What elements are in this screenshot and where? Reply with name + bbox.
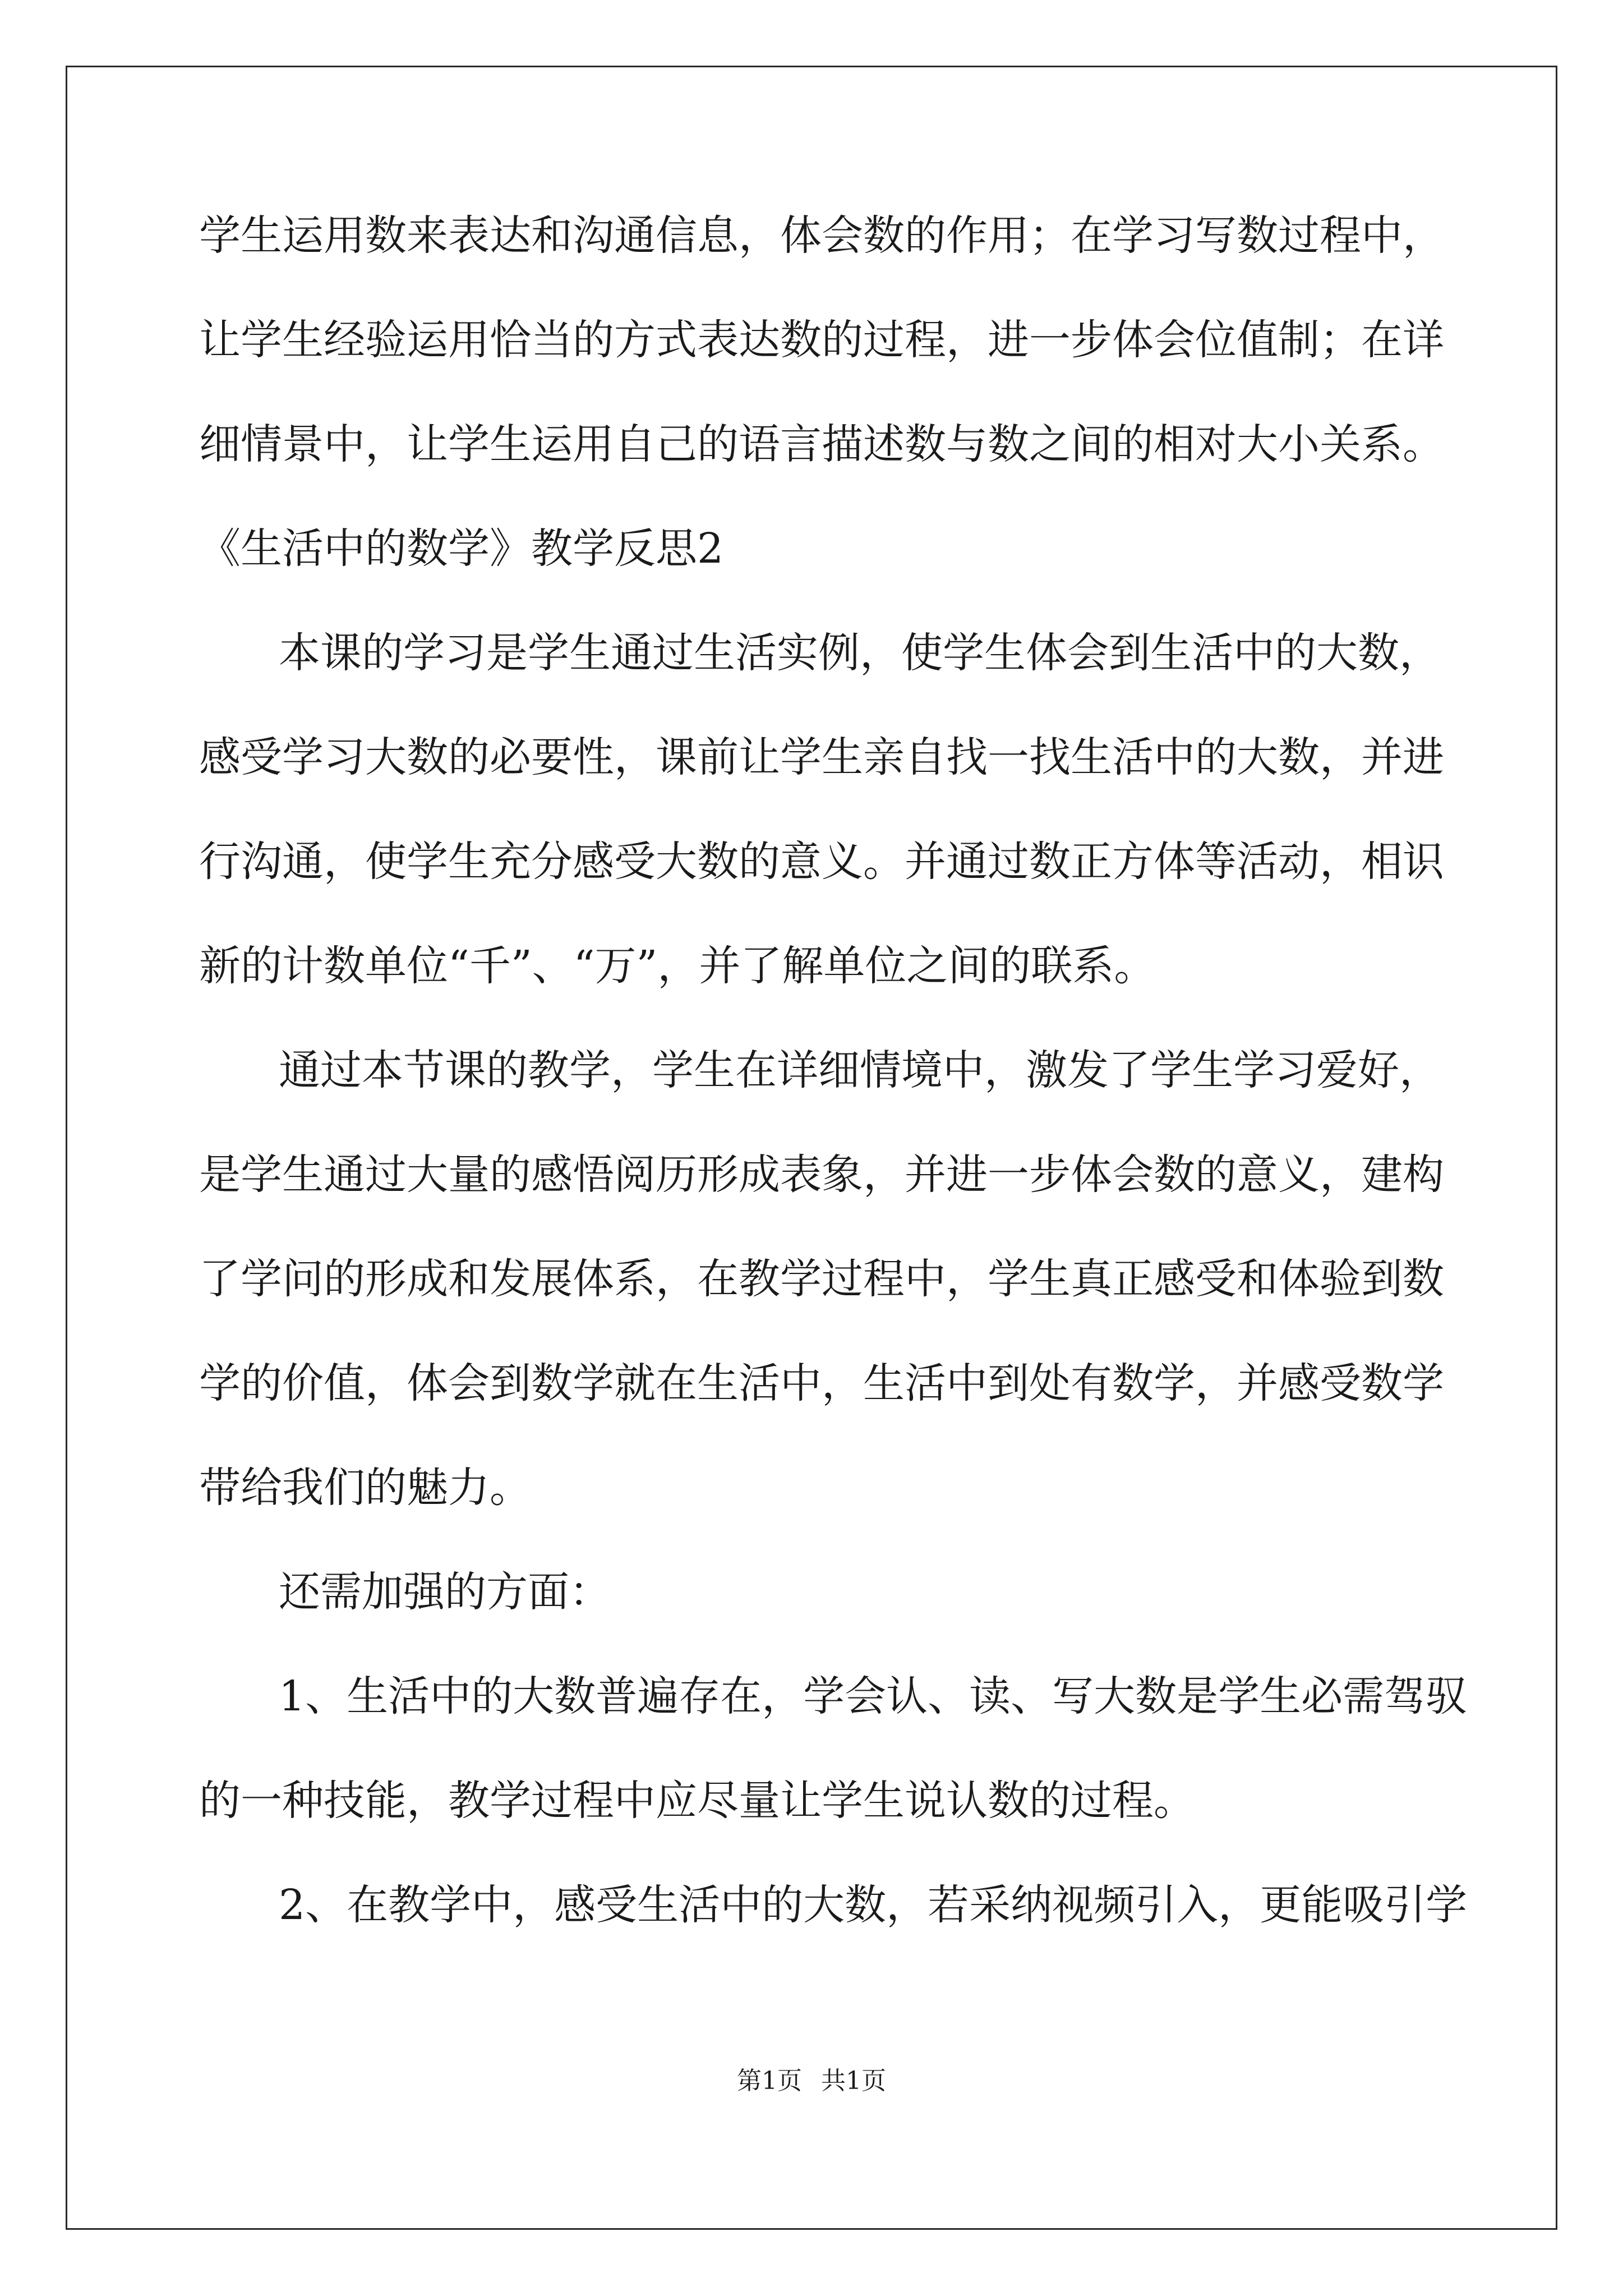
- paragraph-line: 让学生经验运用恰当的方式表达数的过程，进一步体会位值制；在详: [199, 316, 1444, 364]
- paragraph-line: 本课的学习是学生通过生活实例，使学生体会到生活中的大数，: [279, 629, 1441, 677]
- paragraph-line: 学的价值，体会到数学就在生活中，生活中到处有数学，并感受数学: [199, 1359, 1444, 1407]
- paragraph-line: 是学生通过大量的感悟阅历形成表象，并进一步体会数的意义，建构: [199, 1151, 1444, 1199]
- paragraph-line: 通过本节课的教学，学生在详细情境中，激发了学生学习爱好，: [279, 1046, 1441, 1094]
- paragraph-line: 细情景中，让学生运用自己的语言描述数与数之间的相对大小关系。: [199, 420, 1444, 468]
- list-item: 1、生活中的大数普遍存在，学会认、读、写大数是学生必需驾驭: [279, 1672, 1468, 1720]
- page-footer: [0, 2064, 1623, 2098]
- paragraph-line: 还需加强的方面：: [279, 1568, 611, 1616]
- section-heading: 《生活中的数学》教学反思2: [199, 524, 724, 573]
- paragraph-line: 了学问的形成和发展体系，在教学过程中，学生真正感受和体验到数: [199, 1255, 1444, 1303]
- paragraph-line: 行沟通，使学生充分感受大数的意义。并通过数正方体等活动，相识: [199, 838, 1444, 886]
- page-total: 共1页: [821, 2067, 886, 2095]
- page-number: 第1页: [737, 2067, 802, 2095]
- paragraph-line: 学生运用数来表达和沟通信息，体会数的作用；在学习写数过程中，: [199, 211, 1444, 260]
- paragraph-line: 带给我们的魅力。: [199, 1464, 531, 1512]
- list-item: 2、在教学中，感受生活中的大数，若采纳视频引入，更能吸引学: [279, 1881, 1468, 1929]
- paragraph-line: 新的计数单位“千”、“万”，并了解单位之间的联系。: [199, 942, 1156, 990]
- list-item: 的一种技能，教学过程中应尽量让学生说认数的过程。: [199, 1777, 1195, 1825]
- paragraph-line: 感受学习大数的必要性，课前让学生亲自找一找生活中的大数，并进: [199, 733, 1444, 781]
